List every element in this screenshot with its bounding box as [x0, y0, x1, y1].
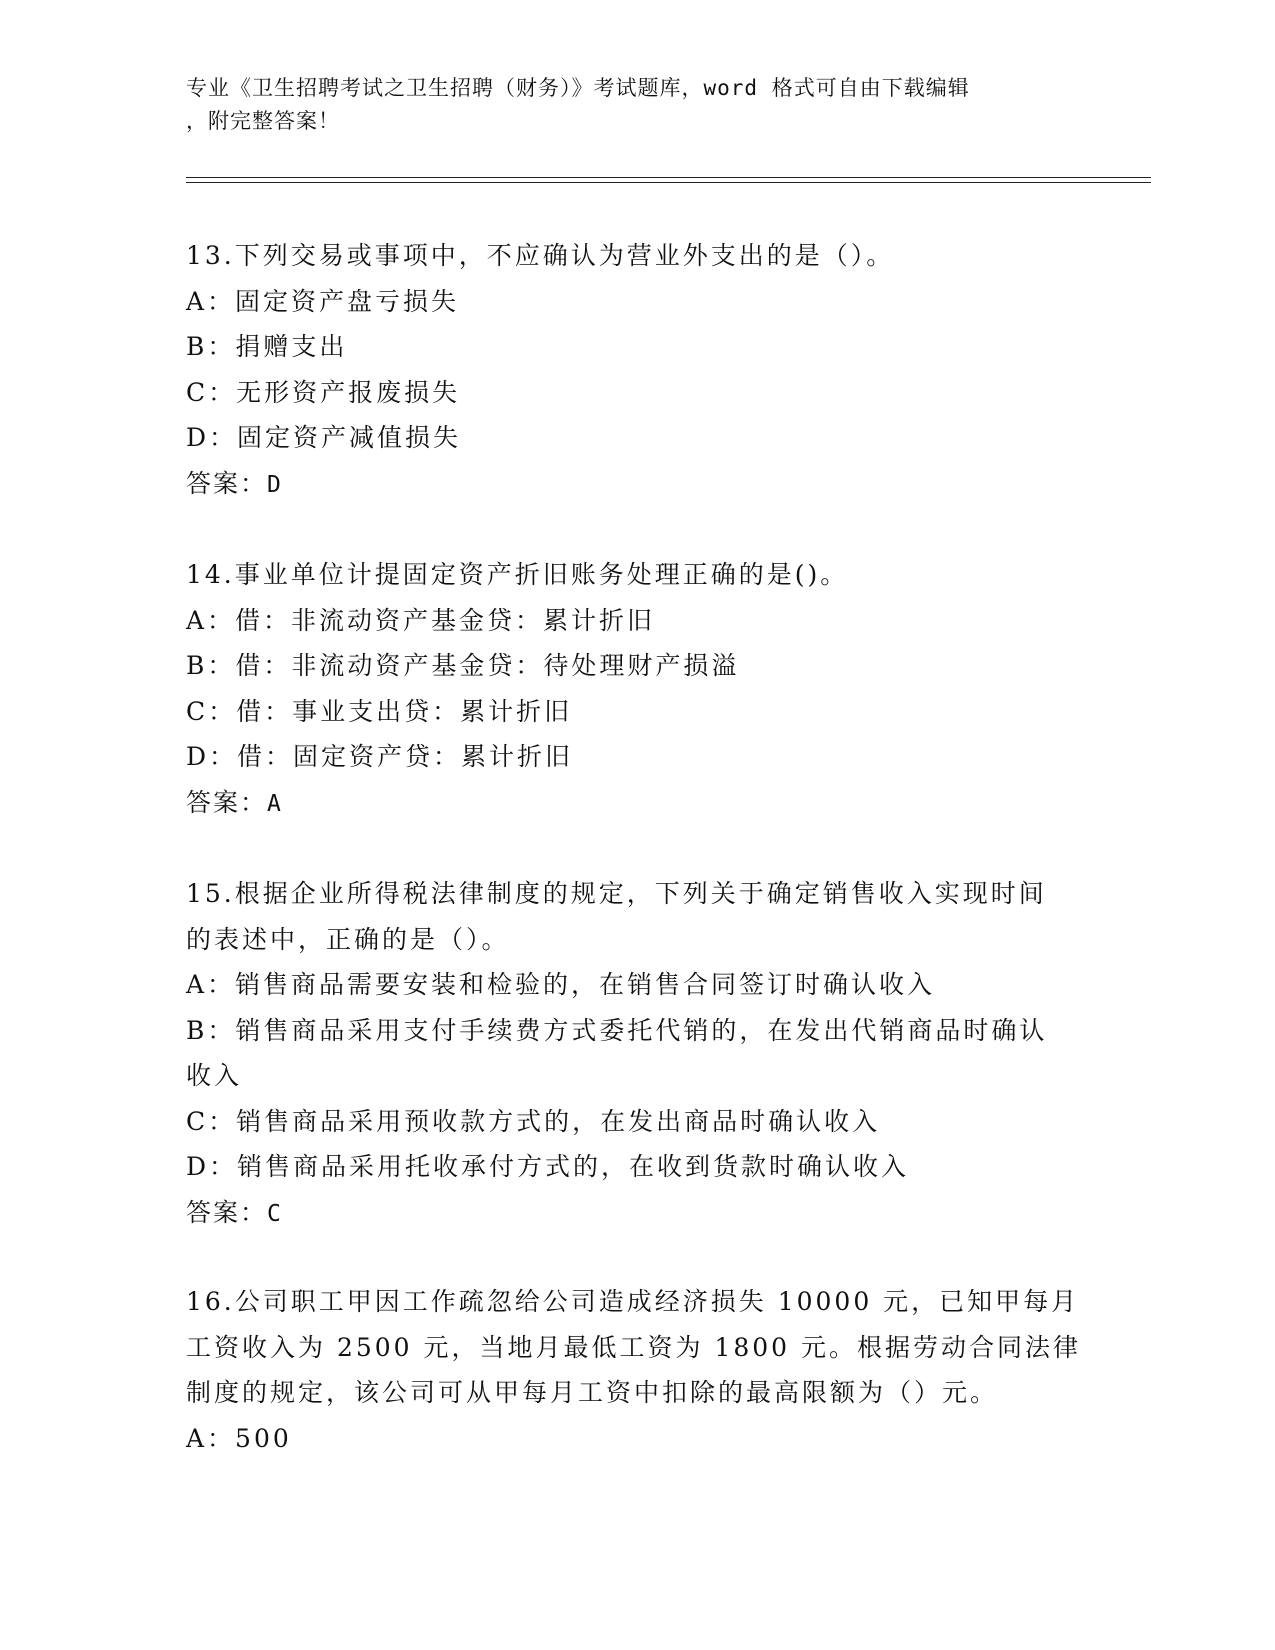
question-stem: 15.根据企业所得税法律制度的规定，下列关于确定销售收入实现时间 — [186, 879, 1047, 908]
question-16 — [186, 1279, 1082, 1461]
option-c: C：借：事业支出贷：累计折旧 — [186, 696, 573, 726]
option-a: A：借：非流动资产基金贷：累计折旧 — [186, 605, 656, 635]
option-d: D：销售商品采用托收承付方式的，在收到货款时确认收入 — [186, 1152, 910, 1181]
question-stem-continued: 的表述中，正确的是（）。 — [186, 924, 510, 954]
option-a: A：固定资产盘亏损失 — [186, 286, 460, 316]
option-d: D：固定资产减值损失 — [186, 423, 462, 452]
option-b: B：销售商品采用支付手续费方式委托代销的，在发出代销商品时确认 — [186, 1015, 1048, 1045]
answer-label: 答案： — [186, 787, 268, 817]
option-c: C：销售商品采用预收款方式的，在发出商品时确认收入 — [186, 1106, 881, 1136]
header-divider — [186, 182, 1151, 183]
question-stem-continued: 制度的规定，该公司可从甲每月工资中扣除的最高限额为（）元。 — [186, 1378, 999, 1407]
question-13 — [186, 233, 1066, 508]
header-line: 专业《卫生招聘考试之卫生招聘（财务）》考试题库，word 格式可自由下载编辑 — [186, 76, 970, 100]
answer-label: 答案： — [186, 468, 268, 498]
answer-line — [186, 1190, 1066, 1238]
answer-value: C — [267, 1200, 283, 1227]
question-stem: 13.下列交易或事项中，不应确认为营业外支出的是（）。 — [186, 241, 895, 270]
answer-value: D — [267, 471, 283, 498]
option-b: B：借：非流动资产基金贷：待处理财产损溢 — [186, 651, 740, 680]
header-line: ，附完整答案！ — [186, 109, 340, 133]
answer-label: 答案： — [186, 1197, 268, 1227]
option-b: B：捐赠支出 — [186, 332, 348, 361]
option-c: C：无形资产报废损失 — [186, 377, 461, 407]
option-d: D：借：固定资产贷：累计折旧 — [186, 742, 574, 771]
question-stem-continued: 工资收入为 2500 元，当地月最低工资为 1800 元。根据劳动合同法律 — [186, 1332, 1082, 1362]
question-stem: 16.公司职工甲因工作疏忽给公司造成经济损失 10000 元，已知甲每月 — [186, 1287, 1080, 1316]
option-a: A：500 — [186, 1423, 292, 1453]
answer-value: A — [267, 790, 283, 817]
question-14 — [186, 552, 1066, 827]
option-b-continued: 收入 — [186, 1061, 243, 1090]
option-a: A：销售商品需要安装和检验的，在销售合同签订时确认收入 — [186, 970, 936, 999]
answer-line — [186, 780, 1066, 828]
document-header — [186, 72, 1066, 138]
answer-line — [186, 461, 1066, 509]
question-stem: 14.事业单位计提固定资产折旧账务处理正确的是()。 — [186, 560, 849, 589]
header-divider — [186, 177, 1151, 178]
question-15 — [186, 871, 1066, 1237]
